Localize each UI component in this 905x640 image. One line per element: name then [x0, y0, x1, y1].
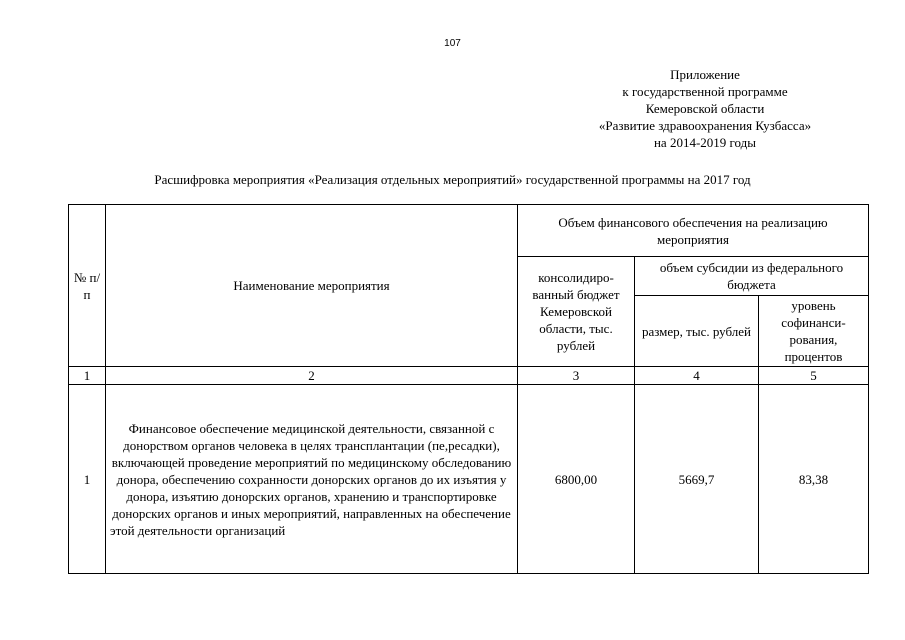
financing-table — [68, 204, 869, 574]
document-title: Расшифровка мероприятия «Реализация отдельных мероприятий» государственной программы на 2017 год — [154, 172, 751, 187]
header-size: размер, тыс. рублей — [635, 296, 759, 367]
column-number: 5 — [759, 367, 869, 385]
row-consolidated: 6800,00 — [518, 385, 635, 574]
column-number: 4 — [635, 367, 759, 385]
row-num: 1 — [69, 385, 106, 574]
row-size: 5669,7 — [635, 385, 759, 574]
table-row — [69, 385, 869, 574]
appendix-line: на 2014-2019 годы — [653, 135, 757, 150]
appendix-line: «Развитие здравоохранения Кузбасса» — [598, 118, 812, 133]
row-level: 83,38 — [759, 385, 869, 574]
appendix-line: Приложение — [670, 67, 740, 82]
header-consolidated: консолидиро-ванный бюджет Кемеровской области, тыс. рублей — [518, 257, 635, 367]
header-federal: объем субсидии из федерального бюджета — [635, 257, 869, 296]
row-name: Финансовое обеспечение медицинской деятельности, связанной с донорством органов человека в целях трансплантации (пе,ресадки), включающей проведение мероприятий по медицинскому обследованию донора, обеспечению сохранности донорских органов до их изъятия у донора, изъятию донорских органов, хранению и транспортировке донорских органов и иных мероприятий, направленных на обеспечение этой деятельности организаций — [106, 385, 518, 574]
appendix-line: к государственной программе — [622, 84, 788, 99]
header-name: Наименование мероприятия — [106, 205, 518, 367]
appendix-line: Кемеровской области — [645, 101, 765, 116]
header-level: уровень софинанси-рования, процентов — [759, 296, 869, 367]
column-number: 1 — [69, 367, 106, 385]
column-number: 3 — [518, 367, 635, 385]
appendix-block — [560, 66, 850, 151]
page-number: 107 — [444, 38, 461, 49]
header-num: № п/п — [69, 205, 106, 367]
header-financing: Объем финансового обеспечения на реализацию мероприятия — [518, 205, 869, 257]
column-number: 2 — [106, 367, 518, 385]
